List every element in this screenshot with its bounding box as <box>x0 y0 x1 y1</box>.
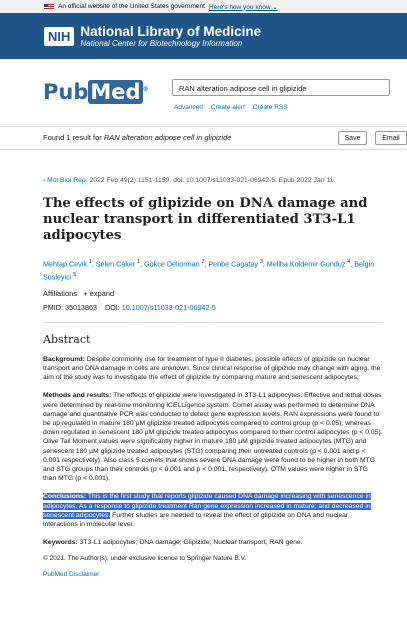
keywords-label: Keywords: <box>43 539 78 547</box>
affiliations-label: Affiliations <box>43 288 78 298</box>
nih-logo[interactable]: NIH <box>44 27 74 46</box>
nlm-subtitle: National Center for Biotechnology Information <box>80 38 243 48</box>
methods-text: The effects of glipizide were investigated in 3T3-L1 adipocytes. Effective and lethal doses were determined by real-time monitoring iCELLigence system. Comet assay was performed to determine DNA damage and quantitative PCR was conducted to detect gene expression levels. RAN expressions were found to be up regulated in mature 180 µM glipizide treated adipocytes compared to control group (p < 0.05); whereas down regulated in senescent 180 µM glipizide treated adipocytes compared to their control adipocytes (p < 0.05). Olive Tail Moment values were significantly higher in mature 180 µM glipizide treated adipocytes (MTG) and senescent 180 µM glipizide treated adipocytes (STG) comparing their untreated controls (p < 0.001 and p < 0.001 respectively). Also class 5 comets that shows severe DNA damage were found to be higher in both MTG and STG groups than their controls (p < 0.001 and p < 0.001, respectively). OTM values were higher in STG than MTG (p < 0.001). <box>43 392 383 483</box>
author-link[interactable]: Penbe Cagatay <box>208 259 258 269</box>
conclusions-label: Conclusions: <box>43 493 87 501</box>
author-link[interactable]: Meliha Koldemir Gunduz <box>266 259 346 269</box>
chevron-right-icon: › <box>43 177 46 184</box>
save-button[interactable]: Save <box>338 131 367 145</box>
keywords-text: 3T3-L1 adipocytes; DNA damage; Glipizide; Nuclear transport; RAN gene. <box>77 539 303 547</box>
us-flag-icon <box>44 4 54 10</box>
conclusions-highlighted: This is the first study that reports glipizide caused DNA damage increasing with senescence in adipocytes. As a response to glipizide treatment Ran gene expression increased in mature; and decreased in senescent adipocytes. <box>43 493 371 519</box>
nlm-title: National Library of Medicine <box>80 23 262 39</box>
results-prefix: Found 1 result for <box>43 133 104 142</box>
author-affil-ref[interactable]: 2 <box>201 259 205 265</box>
methods-label: Methods and results: <box>43 392 112 400</box>
nlm-title-block[interactable] <box>80 24 261 49</box>
pubmed-logo[interactable] <box>43 80 149 104</box>
gov-banner-text: An official website of the United States government <box>58 3 205 10</box>
background-label: Background: <box>43 355 85 363</box>
doi-label: DOI: <box>104 302 122 312</box>
citation <box>43 176 383 185</box>
results-bar <box>0 126 407 150</box>
create-rss-link[interactable]: Create RSS <box>252 104 288 111</box>
nlm-header <box>0 13 407 59</box>
author-list: Mehtap Cevik $^1$, Selen Caker $^1$, Gokce Deliorman $^2$, Penbe Cagatay $^3$, Meliha Koldemir Gunduz $^4$, Belgin Susleyici $^5$ <box>43 259 375 282</box>
expand-button[interactable]: + expand <box>83 288 115 298</box>
pubmed-disclaimer-link[interactable]: PubMed Disclaimer <box>43 571 100 579</box>
search-input[interactable]: RAN alteration adipose cell in glipizide <box>172 79 390 96</box>
author-affil-ref[interactable]: 5 <box>73 271 77 278</box>
abstract-heading: Abstract <box>43 332 91 346</box>
pubmed-logo-pub: Pub <box>43 80 89 104</box>
journal-link[interactable]: Mol Biol Rep. <box>47 177 88 184</box>
pubmed-logo-med: Med <box>90 80 141 104</box>
author-affil-ref[interactable]: 3 <box>259 259 263 265</box>
email-button[interactable]: Email <box>375 131 407 145</box>
author-link[interactable]: Mehtap Cevik <box>43 259 87 269</box>
author-link[interactable]: Gokce Deliorman <box>144 259 200 269</box>
pmid: PMID: 35013863 <box>43 302 97 312</box>
search-area <box>0 72 407 122</box>
gov-banner <box>0 0 407 13</box>
search-links <box>174 104 288 111</box>
advanced-search-link[interactable]: Advanced <box>174 104 203 111</box>
author-affil-ref[interactable]: 4 <box>347 259 351 265</box>
conclusions-text: Further studies are needed to reveal the effect of glipizide on DNA and nuclear interactions in molecular level. <box>43 511 349 529</box>
results-query: RAN alteration adipose cell in glipizide <box>103 133 232 142</box>
divider <box>43 322 383 323</box>
citation-details: 2022 Feb;49(2):1151-1159. doi: 10.1007/s11033-021-06942-5. Epub 2022 Jan 11. <box>87 177 336 184</box>
author-link[interactable]: Belgin Susleyici <box>43 259 375 282</box>
author-link[interactable]: Selen Caker <box>95 259 136 269</box>
author-affil-ref[interactable]: 1 <box>137 259 141 265</box>
author-affil-ref[interactable]: 1 <box>88 259 92 265</box>
doi-link[interactable]: 10.1007/s11033-021-06942-5 <box>121 302 216 312</box>
abstract-background <box>43 355 383 383</box>
affiliations-toggle[interactable] <box>43 289 383 298</box>
results-count <box>43 133 231 142</box>
copyright: © 2021. The Author(s), under exclusive licence to Springer Nature B.V. <box>43 555 247 563</box>
background-text: Despite commonly use for treatment of type II diabetes, possible effects of glipizide on nuclear transport and DNA damage in cells are unknown. Since clinical response of glipizide may change with aging, the aim of the study was to investigate the effect of glipizide by comparing mature and senescent adipocytes. <box>43 355 381 382</box>
abstract-conclusions <box>43 492 383 529</box>
article <box>43 176 383 578</box>
create-alert-link[interactable]: Create alert <box>210 104 245 111</box>
abstract-methods <box>43 391 383 483</box>
heres-how-you-know-link[interactable]: Here's how you know ⌄ <box>208 3 278 11</box>
pubmed-logo-reg: ® <box>142 86 149 93</box>
keywords <box>43 538 383 547</box>
article-ids <box>43 303 383 312</box>
article-title: The effects of glipizide on DNA damage and nuclear transport in differentiated 3T3-L1 adipocytes <box>43 196 368 243</box>
